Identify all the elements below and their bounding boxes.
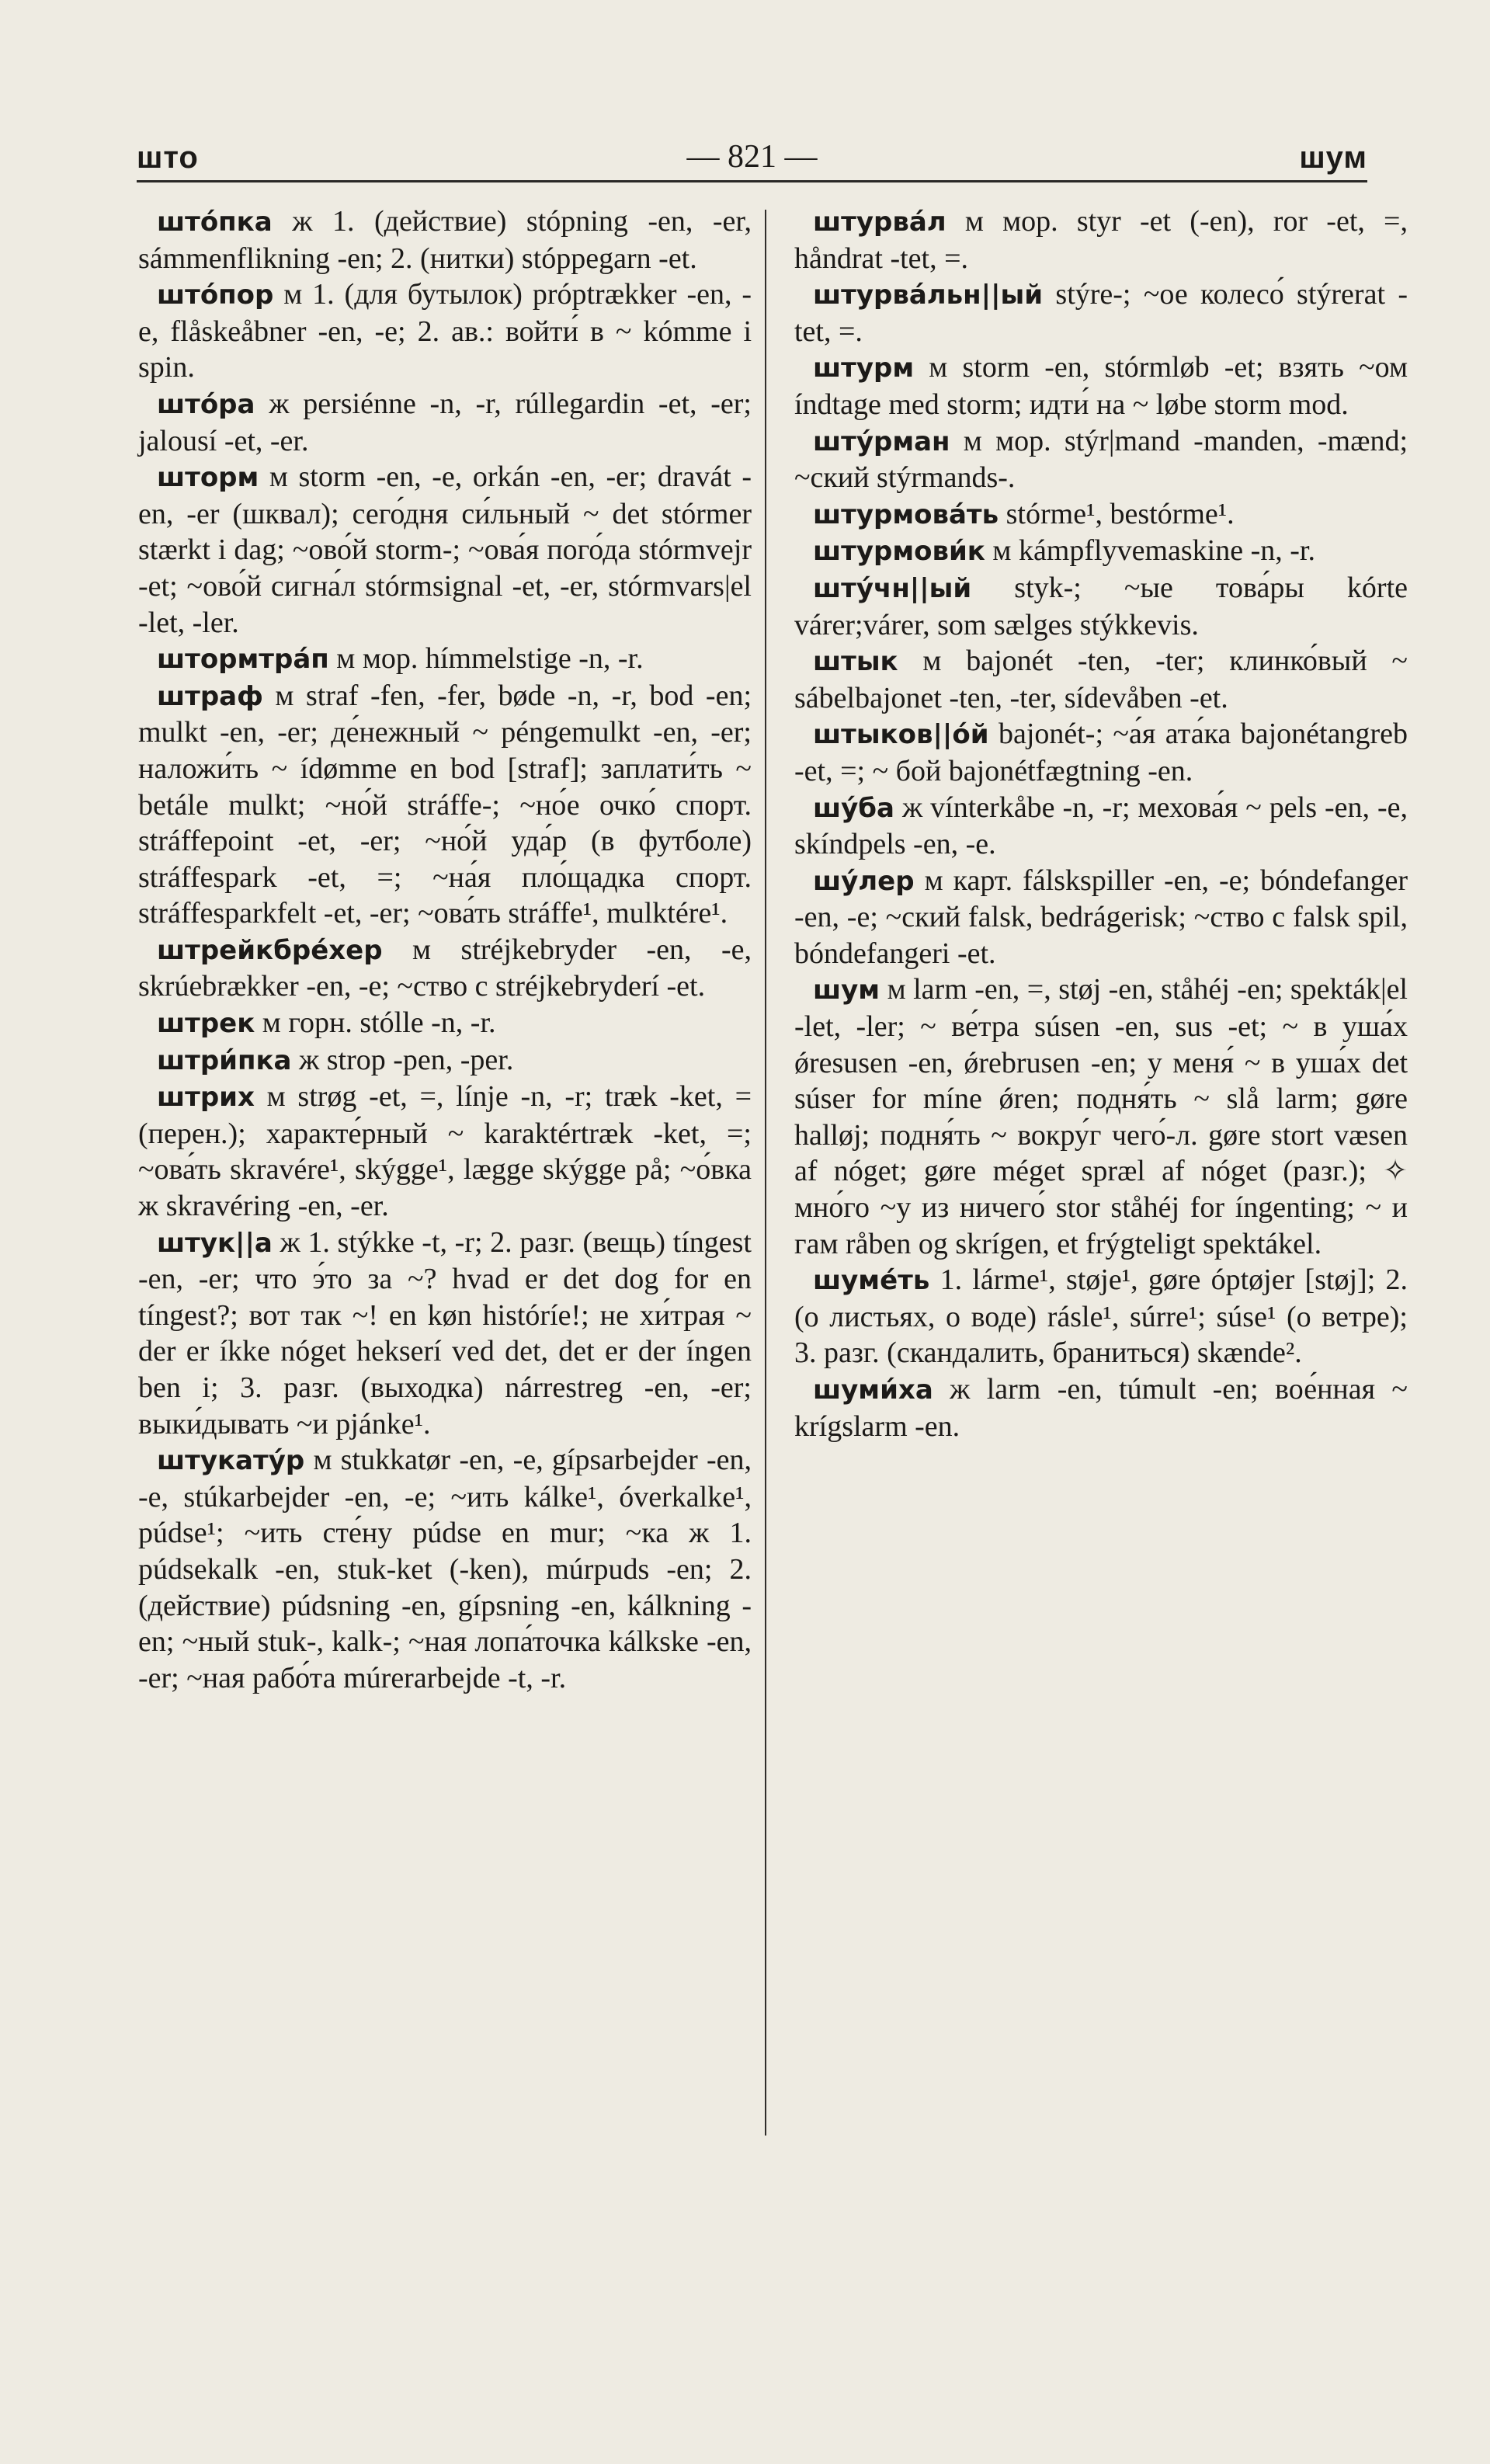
headword: шу́лер <box>813 865 915 897</box>
headword: штурмови́к <box>813 536 985 568</box>
entry-definition: м мор. stýr|mand -manden, -mænd; ~ский stýrmands-. <box>794 424 1408 495</box>
headword: штук||а <box>157 1227 273 1259</box>
entry-definition: ж 1. stýkke -t, -r; 2. разг. (вещь) tíngest -en, -er; что э́то за ~? hvad er det dog for en tíngest?; вот так ~! en køn históríe!; не хи́трая ~ der er íkke nóget hekserí ved det, det er der íngen ben i; 3. разг. (выходка) nárrestreg -en, -er; выки́дывать ~и pjánke¹. <box>138 1225 752 1441</box>
dictionary-entry <box>794 276 1408 349</box>
entry-definition: м карт. fálskspiller -en, -e; bóndefanger -en, -e; ~ский falsk, bedrágerisk; ~ство с falsk spil, bóndefangeri -et. <box>794 864 1408 970</box>
entry-definition: ж persiénne -n, -r, rúllegardin -et, -er; jalousí -et, -er. <box>138 387 752 457</box>
entry-definition: ж vínterkåbe -n, -r; мехова́я ~ pels -en, -e, skíndpels -en, -e. <box>794 791 1408 861</box>
headword: шу́ба <box>813 792 894 824</box>
dictionary-entry <box>138 1005 752 1042</box>
headword: штурм <box>813 353 915 384</box>
dictionary-entry <box>138 641 752 678</box>
headword: штурва́льн||ый <box>813 280 1044 311</box>
dictionary-entry <box>138 459 752 641</box>
entry-definition: styk-; ~ые това́ры kórte várer;várer, som sælges stýkkevis. <box>794 571 1408 641</box>
headword: што́ра <box>157 388 255 420</box>
headword: шту́рман <box>813 426 950 457</box>
page-number: — 821 — <box>686 139 818 175</box>
dictionary-entry <box>138 276 752 386</box>
entry-definition: м storm -en, stórmløb -et; взять ~ом índtage med storm; идти́ на ~ løbe storm mod. <box>794 351 1408 421</box>
headword: штрек <box>157 1008 255 1040</box>
entry-definition: м мор. hímmelstige -n, -r. <box>328 642 644 676</box>
dictionary-entry <box>794 643 1408 716</box>
headword: штри́пка <box>157 1044 292 1076</box>
headword: штурмова́ть <box>813 499 999 530</box>
headword: шум <box>813 975 880 1006</box>
left-guide-word: што <box>137 141 199 175</box>
entry-definition: stórme¹, bestórme¹. <box>999 497 1235 530</box>
page-header <box>137 137 1367 182</box>
entry-definition: м горн. stólle -n, -r. <box>255 1006 496 1040</box>
right-column <box>794 203 1408 1444</box>
headword: шту́чн||ый <box>813 572 972 604</box>
dictionary-entry <box>138 678 752 932</box>
headword: што́пка <box>157 207 273 238</box>
entry-definition: ж 1. (действие) stópning -en, -er, sámmenflikning -en; 2. (нитки) stóppegarn -et. <box>138 205 752 275</box>
entry-definition: bajonét-; ~а́я ата́ка bajonétangreb -et, =; ~ бой bajonétfægtning -en. <box>794 718 1408 787</box>
dictionary-entry <box>794 203 1408 276</box>
dictionary-entry <box>794 1371 1408 1444</box>
right-guide-word: шум <box>1299 141 1367 175</box>
entry-definition: м storm -en, -e, orkán -en, -er; dravát -en, -er (шквал); сего́дня си́льный ~ det stórmer stærkt i dag; ~ово́й storm-; ~ова́я пого́да stórmvejr -et; ~ово́й сигна́л stórmsignal -et, -er, stórmvars|el -let, -ler. <box>138 460 752 639</box>
headword: што́пор <box>157 280 274 311</box>
headword: штраф <box>157 680 263 712</box>
headword: штык <box>813 646 898 678</box>
dictionary-entry <box>138 1042 752 1079</box>
left-column <box>138 203 752 1696</box>
entry-definition: м kámpflyvemaskine -n, -r. <box>985 534 1315 568</box>
dictionary-entry <box>794 790 1408 863</box>
entry-definition: м мор. styr -et (-en), ror -et, =, håndrat -tet, =. <box>794 205 1408 275</box>
dictionary-entry <box>794 533 1408 570</box>
entry-definition: м stréjkebryder -en, -e, skrúebrækker -en, -e; ~ство с stréjkebryderí -et. <box>138 933 752 1003</box>
entry-definition: м larm -en, =, støj -en, ståhéj -en; spekták|el -let, -ler; ~ ве́тра súsen -en, sus -et; ~ в уша́х ǿresusen -en, ǿrebrusen -en; у меня́ ~ в уша́х det súser for míne ǿren; подня́ть ~ slå larm; gøre halløj; подня́ть ~ вокру́г чего́-л. gøre stort væsen af nóget; gøre méget spræl af nóget (разг.); ✧ мно́го ~у из ничего́ stor ståhéj for íngenting; ~ и гам råben og skrígen, et frýgteligt spektákel. <box>794 973 1408 1260</box>
dictionary-entry <box>794 570 1408 643</box>
dictionary-entry <box>138 1225 752 1443</box>
entry-definition: м bajonét -ten, -ter; клинко́вый ~ sábelbajonet -ten, -ter, sídevåben -et. <box>794 645 1408 714</box>
headword: штрих <box>157 1082 255 1114</box>
dictionary-entry <box>138 1442 752 1696</box>
headword: штрейкбре́хер <box>157 934 383 966</box>
dictionary-entry <box>794 863 1408 972</box>
dictionary-entry <box>794 496 1408 533</box>
dictionary-entry <box>138 203 752 276</box>
dictionary-entry <box>794 716 1408 789</box>
column-divider <box>765 210 766 2136</box>
entry-definition: ж strop -pen, -per. <box>291 1043 514 1076</box>
entry-definition: м stukkatør -en, -e, gípsarbejder -en, -e, stúkarbejder -en, -e; ~ить kálke¹, óverkalke¹, púdse¹; ~ить сте́ну púdse en mur; ~ка ж 1. púdsekalk -en, stuk-ket (-ken), múrpuds -en; 2. (действие) púdsning -en, gípsning -en, kálkning -en; ~ный stuk-, kalk-; ~ная лопа́точка kálkske -en, -er; ~ная рабо́та múrerarbejde -t, -r. <box>138 1444 752 1694</box>
headword: штурва́л <box>813 207 946 238</box>
dictionary-entry <box>138 1079 752 1224</box>
dictionary-entry <box>794 1262 1408 1371</box>
headword: штыков||о́й <box>813 719 989 751</box>
entry-definition: м strøg -et, =, línje -n, -r; træk -ket, = (перен.); характе́рный ~ karaktértræk -ket, =; ~ова́ть skravére¹, skýgge¹, lægge skýgge på; ~о́вка ж skravéring -en, -er. <box>138 1080 752 1223</box>
dictionary-entry <box>794 349 1408 422</box>
entry-definition: stýre-; ~ое колесо́ stýrerat -tet, =. <box>794 278 1408 348</box>
headword: шуме́ть <box>813 1265 930 1297</box>
dictionary-entry <box>138 932 752 1005</box>
entry-definition: м 1. (для бутылок) próptrækker -en, -e, flåskeåbner -en, -e; 2. ав.: войти́ в ~ kómme i spin. <box>138 278 752 384</box>
dictionary-entry <box>794 423 1408 496</box>
entry-definition: 1. lárme¹, støje¹, gøre óptøjer [støj]; 2. (о листьях, о воде) rásle¹, súrre¹; súse¹ (о ветре); 3. разг. (скандалить, браниться) skænde². <box>794 1263 1408 1370</box>
headword: шторм <box>157 462 259 494</box>
dictionary-entry <box>794 971 1408 1262</box>
headword: штормтра́п <box>157 644 329 676</box>
entry-definition: м straf -fen, -fer, bøde -n, -r, bod -en; mulkt -en, -er; де́нежный ~ péngemulkt -en, -er; наложи́ть ~ ídømme en bod [straf]; заплати́ть ~ betále mulkt; ~но́й stráffe-; ~но́е очко́ спорт. stráffepoint -et, -er; ~но́й уда́р (в футболе) stráffespark -et, =; ~на́я пло́щадка спорт. stráffesparkfelt -et, -er; ~ова́ть stráffe¹, mulktére¹. <box>138 679 752 930</box>
dictionary-entry <box>138 386 752 459</box>
entry-definition: ж larm -en, túmult -en; вое́нная ~ krígslarm -en. <box>794 1373 1408 1443</box>
headword: шуми́ха <box>813 1374 933 1406</box>
headword: штукату́р <box>157 1445 305 1477</box>
